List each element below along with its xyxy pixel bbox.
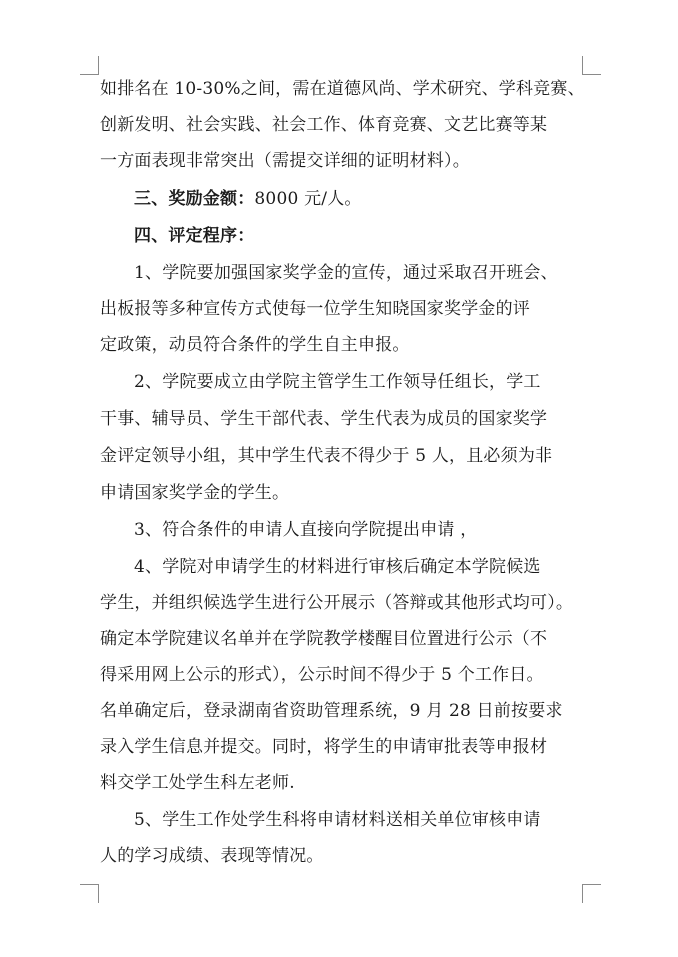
paragraph-1-line: 1、学院要加强国家奖学金的宣传，通过采取召开班会、 (134, 263, 558, 283)
text-line: 创新发明、社会实践、社会工作、体育竞赛、文艺比赛等某 (100, 115, 548, 135)
section-3-line (134, 184, 362, 214)
crop-mark-top-right (582, 56, 601, 75)
paragraph-4-line: 料交学工处学生科左老师. (100, 773, 295, 793)
paragraph-2-line: 干事、辅导员、学生干部代表、学生代表为成员的国家奖学 (100, 409, 548, 429)
paragraph-1-line: 出板报等多种宣传方式使每一位学生知晓国家奖学金的评 (100, 299, 530, 319)
section-4-heading: 四、评定程序： (134, 226, 255, 246)
paragraph-1-line: 定政策，动员符合条件的学生自主申报。 (100, 335, 410, 355)
paragraph-5-line: 5、学生工作处学生科将申请材料送相关单位审核申请 (134, 810, 541, 830)
paragraph-4-line: 录入学生信息并提交。同时，将学生的申请审批表等申报材 (100, 737, 548, 757)
crop-mark-bottom-right (582, 884, 601, 903)
text-line: 一方面表现非常突出（需提交详细的证明材料）。 (100, 151, 470, 171)
paragraph-4-line: 名单确定后，登录湖南省资助管理系统，9 月 28 日前按要求 (100, 701, 563, 721)
crop-mark-top-left (80, 56, 99, 75)
paragraph-2-line: 2、学院要成立由学院主管学生工作领导任组长，学工 (134, 372, 541, 392)
text-line: 如排名在 10-30%之间，需在道德风尚、学术研究、学科竞赛、 (100, 79, 585, 99)
paragraph-2-line: 金评定领导小组，其中学生代表不得少于 5 人，且必须为非 (100, 446, 553, 466)
section-3-value: 8000 元/人。 (254, 189, 362, 209)
paragraph-5-line: 人的学习成绩、表现等情况。 (100, 846, 324, 866)
paragraph-3-line: 3、符合条件的申请人直接向学院提出申请 ， (134, 520, 478, 540)
paragraph-4-line: 确定本学院建议名单并在学院教学楼醒目位置进行公示（不 (100, 629, 548, 649)
section-3-heading: 三、奖励金额： (134, 189, 255, 209)
crop-mark-bottom-left (80, 884, 99, 903)
paragraph-4-line: 得采用网上公示的形式），公示时间不得少于 5 个工作日。 (100, 665, 544, 685)
paragraph-4-line: 学生，并组织候选学生进行公开展示（答辩或其他形式均可）。 (100, 593, 574, 613)
paragraph-4-line: 4、学院对申请学生的材料进行审核后确定本学院候选 (134, 557, 541, 577)
paragraph-2-line: 申请国家奖学金的学生。 (100, 483, 290, 503)
